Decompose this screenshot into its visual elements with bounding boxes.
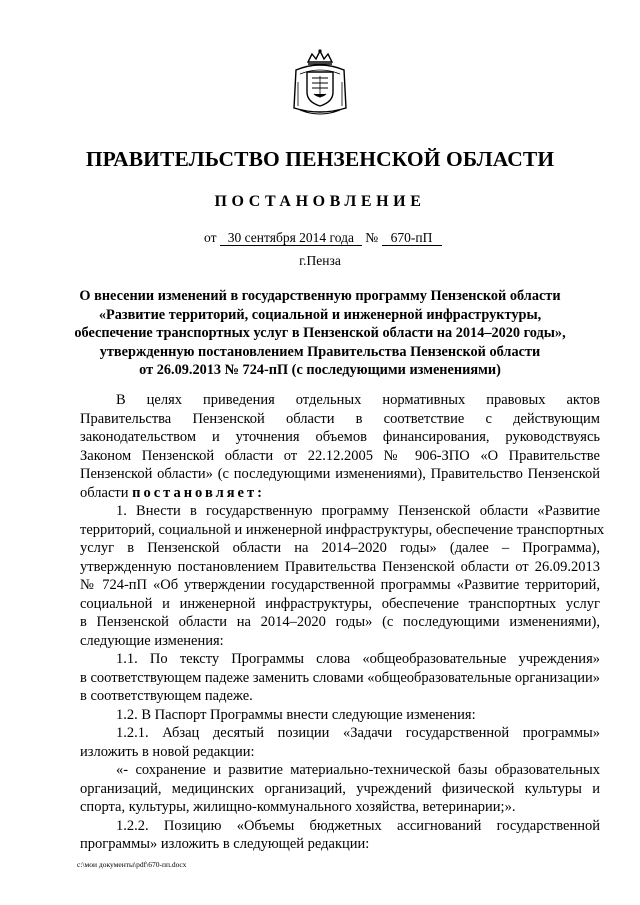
document-title [60, 287, 580, 380]
body-line: спорта, культуры, жилищно-коммунального хозяйства, ветеринарии;». [80, 799, 516, 815]
body-text: области [80, 484, 129, 501]
date-number-line [204, 230, 442, 246]
body-line: социальной и инженерной инфраструктуры, обеспечение транспортных услуг [80, 595, 600, 612]
body-line: изложить в новой редакции: [80, 743, 255, 760]
body-line: «- сохранение и развитие материально-технической базы образовательных [116, 762, 600, 778]
body-line: в соответствующем падеже заменить словами «общеобразовательные организации» [80, 669, 600, 686]
body-line: Правительства Пензенской области в соответствие с действующим [80, 410, 600, 427]
body-line: Пензенской области» (с последующими изменениями), Правительство Пензенской [80, 466, 600, 482]
file-path-footer: c:\мои документы\pdf\670-пп.docx [77, 860, 187, 869]
body-line: организаций, медицинских организаций, учреждений физической культуры и [80, 780, 600, 797]
body-line: следующие изменения: [80, 632, 224, 649]
body-line: Законом Пензенской области от 22.12.2005 № 906-ЗПО «О Правительстве [80, 447, 600, 464]
body-line: № 724-пП «Об утверждении государственной программы «Развитие территорий, [80, 577, 600, 593]
title-line: обеспечение транспортных услуг в Пензенской области на 2014–2020 годы», [74, 325, 566, 342]
body-line: в Пензенской области на 2014–2020 годы» (с последующими изменениями), [80, 614, 600, 630]
title-line: О внесении изменений в государственную программу Пензенской области [79, 288, 561, 304]
document-body [80, 391, 605, 854]
body-line: 1. Внести в государственную программу Пензенской области «Развитие [116, 503, 600, 519]
title-line: «Развитие территорий, социальной и инженерной инфраструктуры, [98, 306, 542, 323]
document-date: 30 сентября 2014 года [220, 230, 362, 246]
body-line: В целях приведения отдельных нормативных правовых актов [116, 392, 600, 408]
body-line: 1.2.1. Абзац десятый позиции «Задачи государственной программы» [116, 725, 600, 741]
document-type-title: ПОСТАНОВЛЕНИЕ [214, 193, 426, 210]
body-line: утвержденную постановлением Правительства Пензенской области от 26.09.2013 [80, 558, 600, 575]
title-line: утвержденную постановлением Правительства Пензенской области [99, 343, 541, 360]
coat-of-arms-emblem [290, 48, 350, 118]
body-line: территорий, социальной и инженерной инфраструктуры, обеспечение транспортных [80, 521, 605, 538]
body-line: в соответствующем падеже. [80, 688, 253, 704]
number-sign: № [365, 230, 379, 245]
body-line: программы» изложить в следующей редакции: [80, 836, 370, 852]
organization-title: ПРАВИТЕЛЬСТВО ПЕНЗЕНСКОЙ ОБЛАСТИ [85, 147, 555, 171]
body-line: 1.2.2. Позицию «Объемы бюджетных ассигнований государственной [116, 817, 600, 834]
body-line: 1.1. По тексту Программы слова «общеобразовательные учреждения» [116, 651, 600, 667]
resolution-keyword: постановляет: [132, 484, 265, 501]
body-line: законодательством и уточнения объемов финансирования, руководствуясь [80, 429, 600, 445]
title-line: от 26.09.2013 № 724-пП (с последующими изменениями) [139, 362, 501, 379]
body-line: услуг в Пензенской области на 2014–2020 годы» (далее – Программа), [80, 540, 600, 556]
body-line: 1.2. В Паспорт Программы внести следующие изменения: [116, 706, 476, 723]
city-name: г.Пенза [299, 253, 341, 268]
date-prefix: от [204, 230, 217, 245]
body-line [80, 484, 600, 503]
document-number: 670-пП [382, 230, 442, 246]
